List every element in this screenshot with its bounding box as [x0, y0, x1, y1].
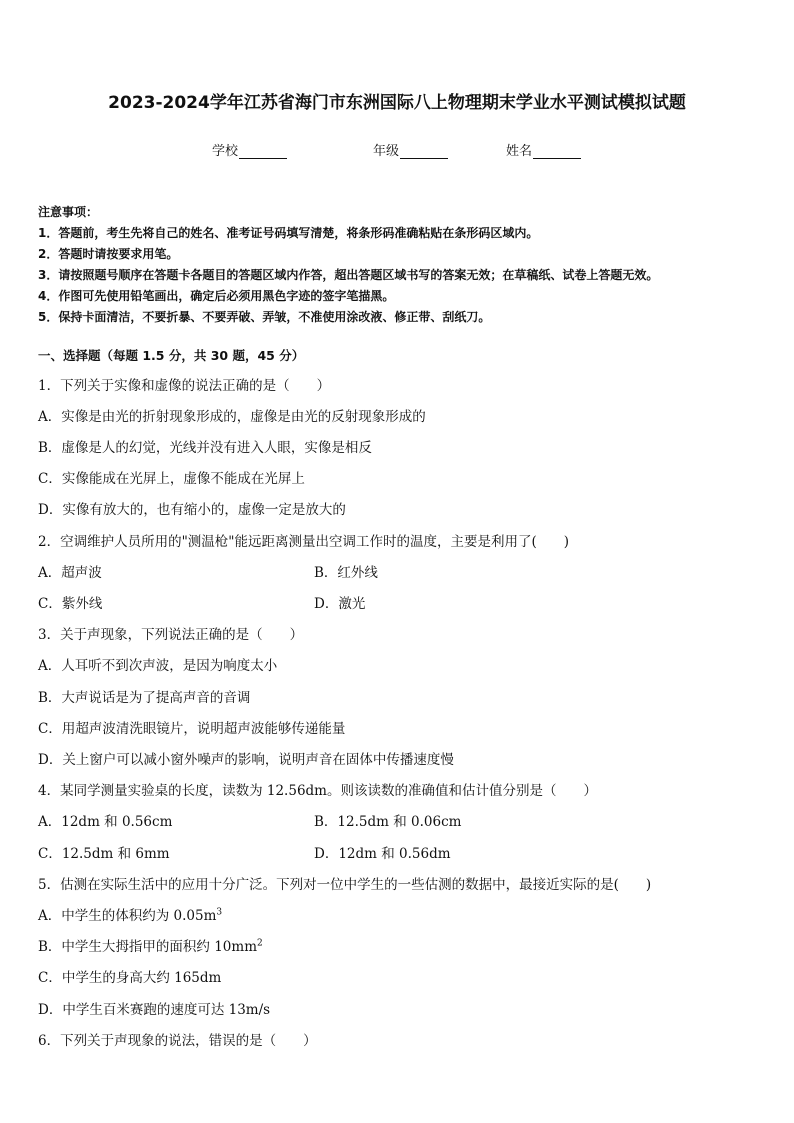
question-4-option-c[interactable]: C．12.5dm 和 6mm	[38, 846, 170, 862]
question-2-option-d[interactable]: D．激光	[314, 596, 366, 612]
question-2-stem: 2．空调维护人员所用的"测温枪"能远距离测量出空调工作时的温度，主要是利用了( )	[38, 534, 570, 550]
notice-item: 2．答题时请按要求用笔。	[38, 247, 179, 261]
option-text: A．中学生的体积约为 0.05m	[38, 908, 217, 924]
question-1-option-c[interactable]: C．实像能成在光屏上，虚像不能成在光屏上	[38, 471, 305, 487]
question-4-option-a[interactable]: A．12dm 和 0.56cm	[38, 814, 173, 830]
question-1-option-a[interactable]: A．实像是由光的折射现象形成的，虚像是由光的反射现象形成的	[38, 409, 426, 425]
question-5-option-a[interactable]	[38, 904, 222, 924]
question-2-option-b[interactable]: B．红外线	[314, 565, 378, 581]
notice-item: 1．答题前，考生先将自己的姓名、准考证号码填写清楚，将条形码准确粘贴在条形码区域内。	[38, 226, 539, 240]
section-heading: 一、选择题（每题 1.5 分，共 30 题，45 分）	[38, 348, 305, 363]
question-5-option-c[interactable]: C．中学生的身高大约 165dm	[38, 970, 222, 986]
question-6-stem: 6．下列关于声现象的说法，错误的是（ ）	[38, 1033, 317, 1049]
page-title: 2023-2024学年江苏省海门市东洲国际八上物理期末学业水平测试模拟试题	[108, 93, 686, 113]
question-4-stem: 4．某同学测量实验桌的长度，读数为 12.56dm。则该读数的准确值和估计值分别是（ ）	[38, 783, 597, 799]
name-blank[interactable]	[533, 146, 581, 159]
name-label: 姓名	[506, 144, 533, 159]
question-3-option-a[interactable]: A．人耳听不到次声波，是因为响度太小	[38, 658, 278, 674]
school-label: 学校	[212, 144, 239, 159]
name-field[interactable]	[506, 140, 581, 159]
question-1-option-d[interactable]: D．实像有放大的，也有缩小的，虚像一定是放大的	[38, 502, 346, 518]
question-2-option-c[interactable]: C．紫外线	[38, 596, 103, 612]
grade-label: 年级	[373, 144, 400, 159]
question-3-stem: 3．关于声现象，下列说法正确的是（ ）	[38, 627, 304, 643]
superscript: 2	[257, 938, 263, 949]
question-3-option-c[interactable]: C．用超声波清洗眼镜片，说明超声波能够传递能量	[38, 721, 346, 737]
school-blank[interactable]	[239, 146, 287, 159]
superscript: 3	[216, 907, 223, 918]
question-3-option-b[interactable]: B．大声说话是为了提高声音的音调	[38, 690, 251, 706]
notice-block	[38, 202, 768, 328]
question-5-stem: 5．估测在实际生活中的应用十分广泛。下列对一位中学生的一些估测的数据中，最接近实际的是( )	[38, 877, 652, 893]
question-3-option-d[interactable]: D．关上窗户可以减小窗外噪声的影响，说明声音在固体中传播速度慢	[38, 752, 454, 768]
question-5-option-d[interactable]: D．中学生百米赛跑的速度可达 13m/s	[38, 1002, 271, 1018]
question-5-option-b[interactable]	[38, 935, 263, 955]
grade-blank[interactable]	[400, 146, 448, 159]
notice-item: 3．请按照题号顺序在答题卡各题目的答题区域内作答，超出答题区域书写的答案无效；在草稿纸、试卷上答题无效。	[38, 268, 659, 282]
notice-heading: 注意事项：	[38, 205, 99, 219]
notice-item: 4．作图可先使用铅笔画出，确定后必须用黑色字迹的签字笔描黑。	[38, 289, 395, 303]
question-4-option-b[interactable]: B．12.5dm 和 0.06cm	[314, 814, 462, 830]
school-field[interactable]	[212, 140, 287, 159]
question-4-option-d[interactable]: D．12dm 和 0.56dm	[314, 846, 451, 862]
question-1-option-b[interactable]: B．虚像是人的幻觉，光线并没有进入人眼，实像是相反	[38, 440, 372, 456]
question-1-stem: 1．下列关于实像和虚像的说法正确的是（ ）	[38, 378, 331, 394]
notice-item: 5．保持卡面清洁，不要折暴、不要弄破、弄皱，不准使用涂改液、修正带、刮纸刀。	[38, 310, 491, 324]
option-text: B．中学生大拇指甲的面积约 10mm	[38, 939, 257, 955]
grade-field[interactable]	[373, 140, 448, 159]
question-2-option-a[interactable]: A．超声波	[38, 565, 102, 581]
